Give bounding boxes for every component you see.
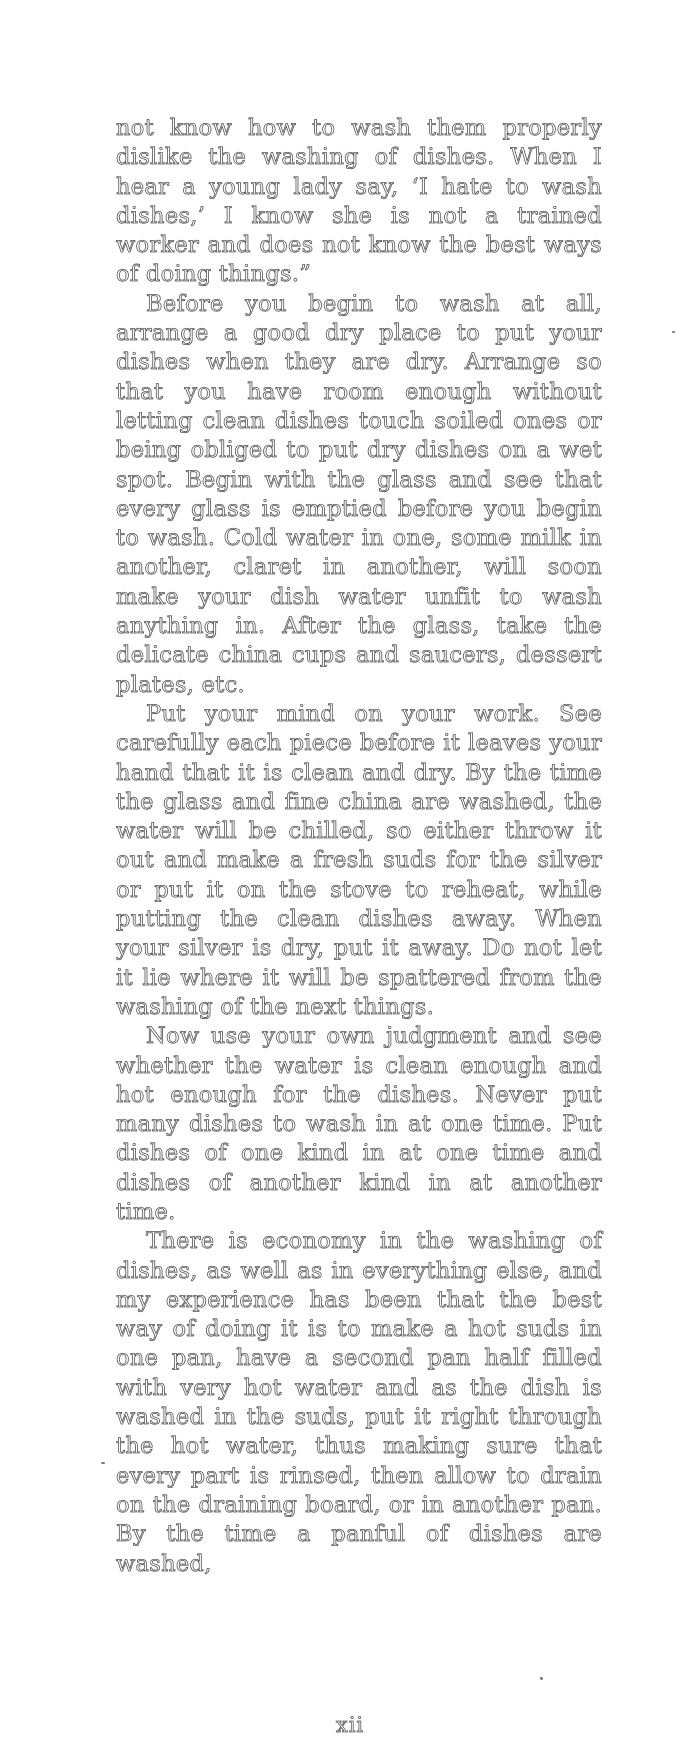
paragraph-arrange-place: Before you begin to wash at all, arrange a good dry place to put your dishes when they are dry. Arrange so that you have room enough without letting clean dishes touch soiled ones or being obliged to put dry dishes on a wet spot. Begin with the glass and see that every glass is emptied before you begin to wash. Cold water in one, some milk in another, claret in another, will soon make your dish water unfit to wash anything in. After the glass, take the delicate china cups and saucers, dessert plates, etc. xyxy=(116,290,602,698)
page-body xyxy=(116,114,602,1579)
scan-speck-right xyxy=(672,331,675,333)
paragraph-economy: There is economy in the washing of dishes, as well as in everything else, and my experience has been that the best way of doing it is to make a hot suds in one pan, have a second pan half filled with very hot water and as the dish is washed in the suds, put it right through the hot water, thus making sure that every part is rinsed, then allow to drain on the draining board, or in another pan. By the time a panful of dishes are washed, xyxy=(116,1228,602,1577)
scan-speck-left xyxy=(101,1462,105,1464)
paragraph-judgment: Now use your own judgment and see whether the water is clean enough and hot enough for the dishes. Never put many dishes to wash in at one time. Put dishes of one kind in at one time and dishes of another kind in at another time. xyxy=(116,1023,602,1225)
paragraph-mind-on-work: Put your mind on your work. See carefully each piece before it leaves your hand that it is clean and dry. By the time the glass and fine china are washed, the water will be chilled, so either throw it out and make a fresh suds for the silver or put it on the stove to reheat, while putting the clean dishes away. When your silver is dry, put it away. Do not let it lie where it will be spattered from the washing of the next things. xyxy=(116,700,602,1020)
page-number: xii xyxy=(335,1713,365,1737)
scan-speck-bottom xyxy=(540,1677,543,1680)
paragraph-continuation: not know how to wash them properly dislike the washing of dishes. When I hear a young lady say, ‘I hate to wash dishes,’ I know she is not a trained worker and does not know the best ways of doing things.” xyxy=(116,115,602,288)
